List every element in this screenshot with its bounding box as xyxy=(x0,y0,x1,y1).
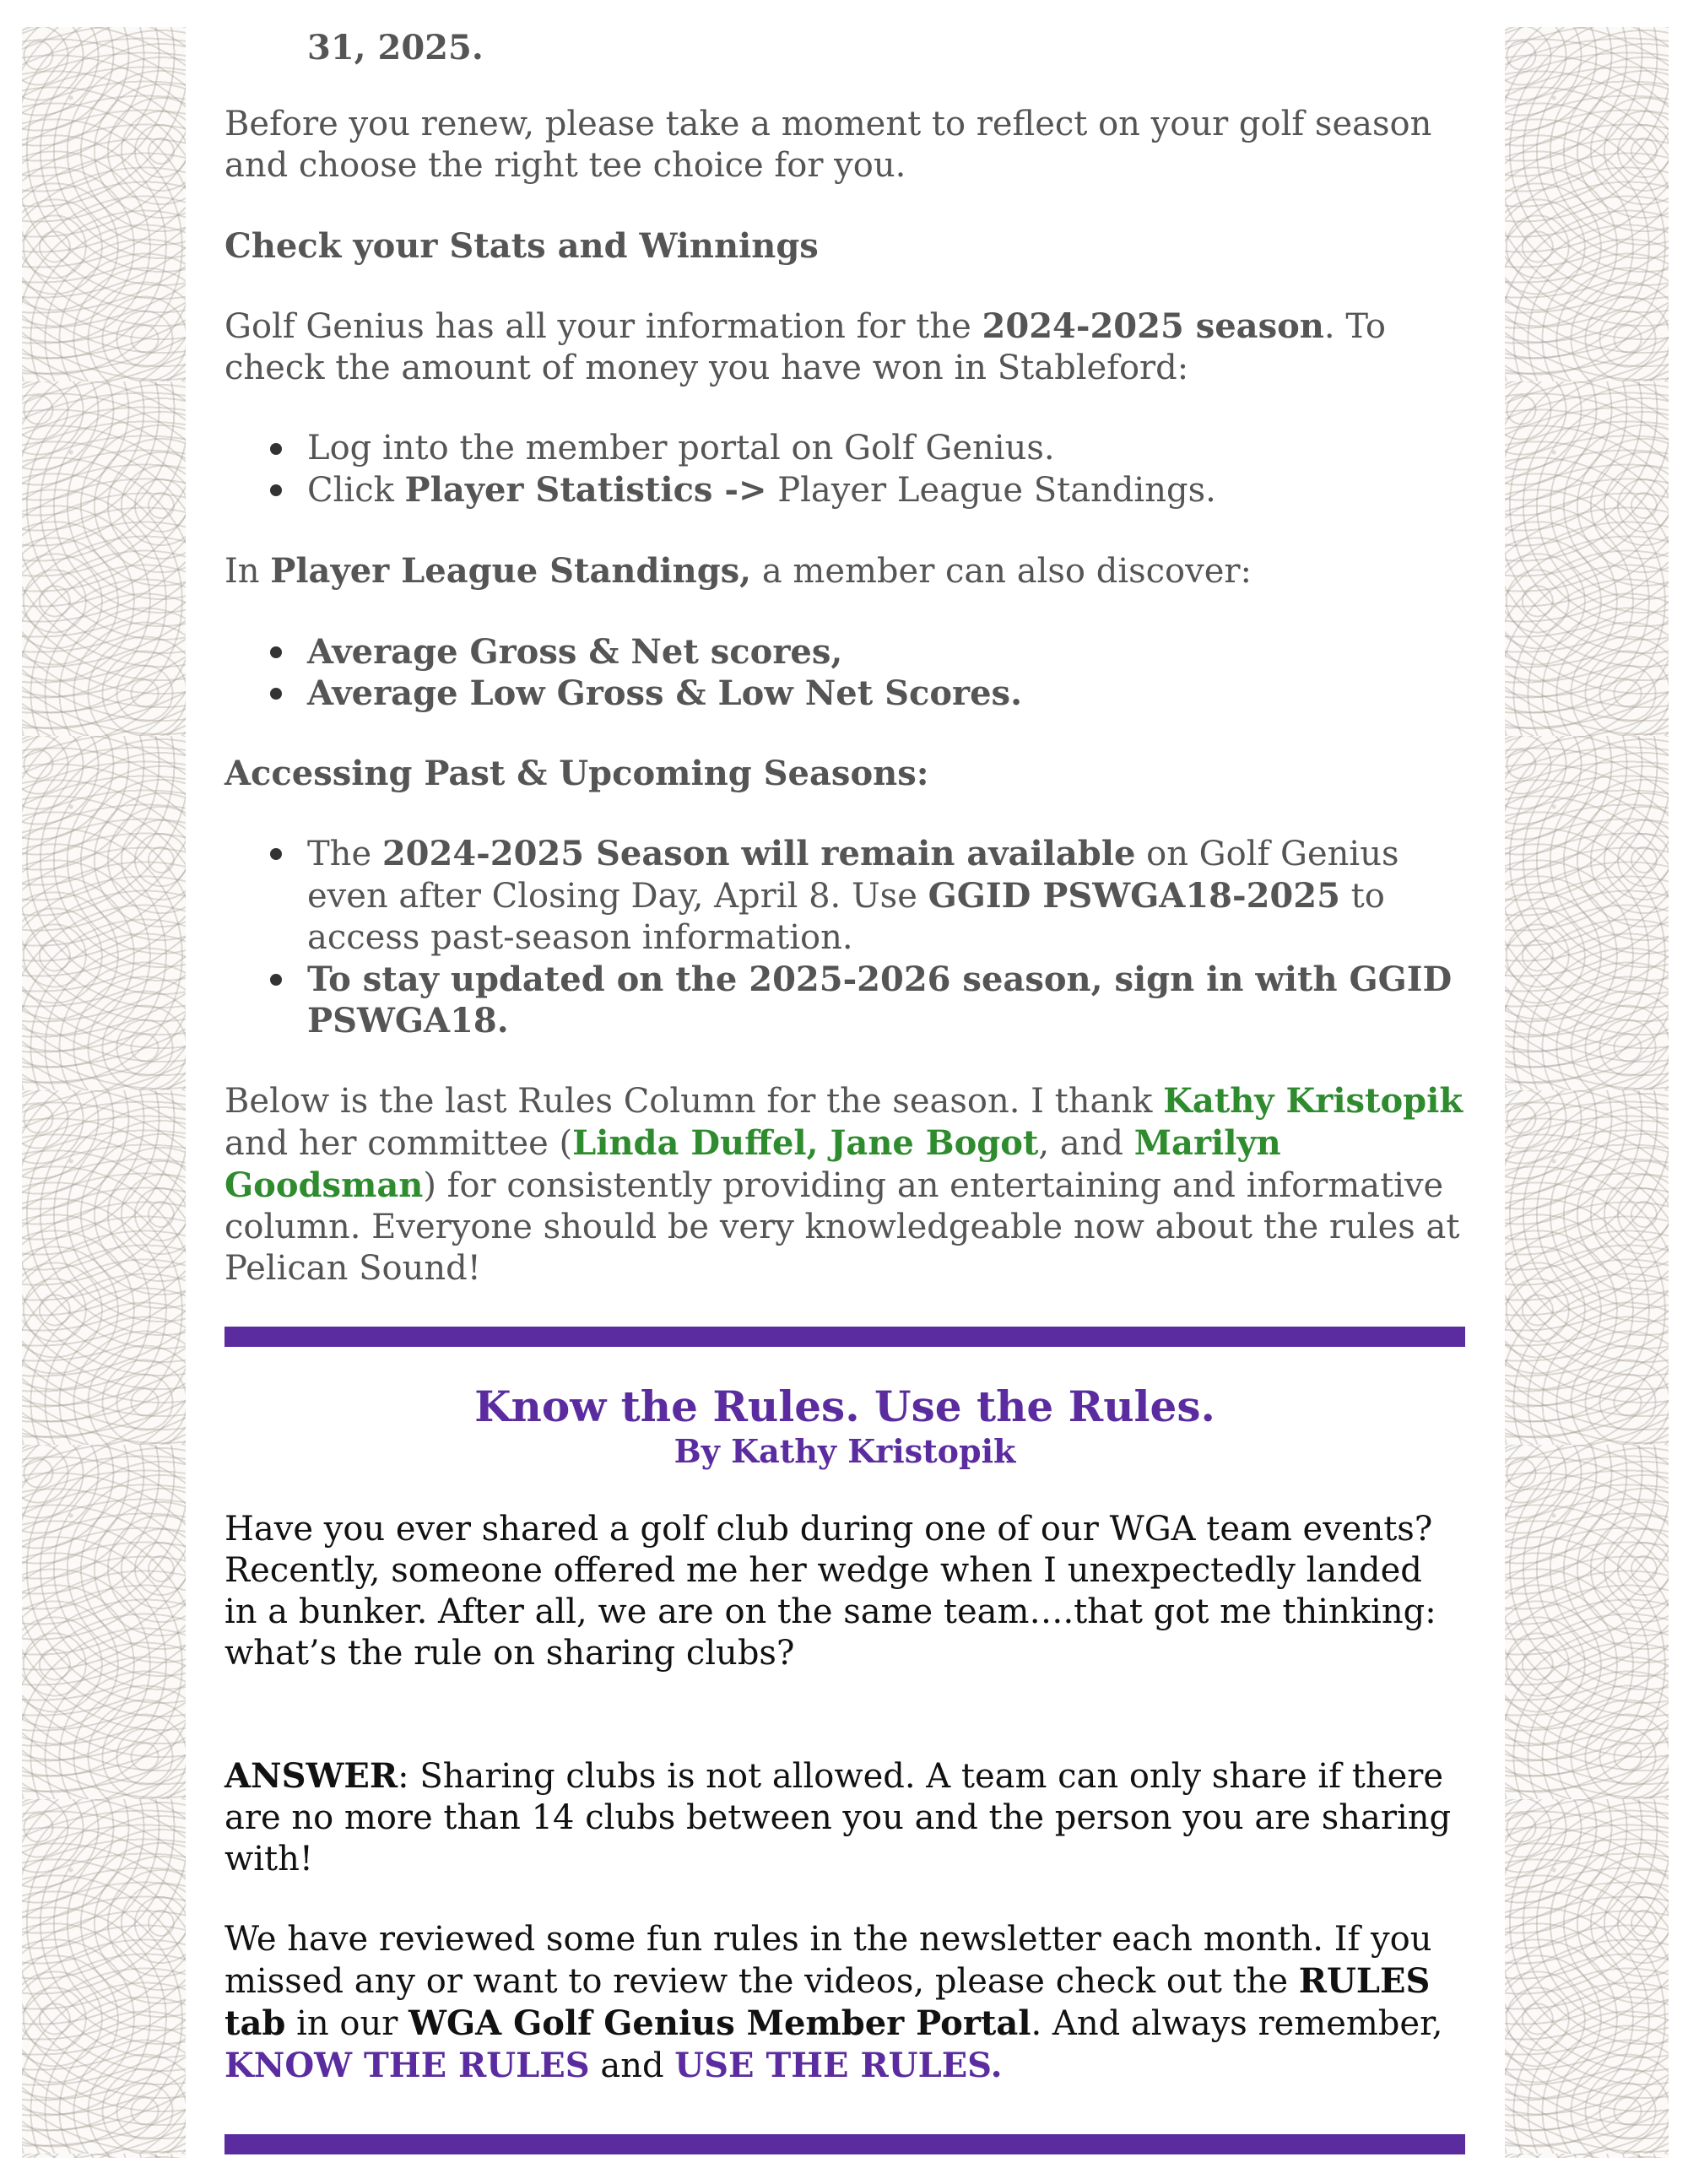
list-item: Average Gross & Net scores, xyxy=(307,631,1465,673)
left-floral-border xyxy=(22,27,186,2158)
seasons-heading: Accessing Past & Upcoming Seasons: xyxy=(225,754,929,793)
name-link: Linda Duffel, Jane Bogot xyxy=(572,1123,1039,1163)
rules-question: Have you ever shared a golf club during one of our WGA team events? Recently, someone offered me her wedge when I unexpectedly landed in a bunker. After all, we are on the same team….that got me thinking: what’s the rule on sharing clubs? xyxy=(225,1510,1436,1673)
rules-title: Know the Rules. Use the Rules. xyxy=(474,1381,1215,1431)
rules-byline: By Kathy Kristopik xyxy=(674,1432,1016,1470)
list-item: To stay updated on the 2025-2026 season, sign in with GGID PSWGA18. xyxy=(307,959,1465,1041)
list-item: Log into the member portal on Golf Genius. xyxy=(307,428,1465,469)
section-divider-top xyxy=(225,1327,1465,1347)
section-divider-bottom xyxy=(225,2134,1465,2154)
newsletter-content xyxy=(225,27,1465,2154)
stats-steps-list xyxy=(225,428,1465,511)
list-item: Click Player Statistics -> Player League Standings. xyxy=(307,469,1465,511)
name-link: Marilyn Goodsman xyxy=(225,1123,1281,1205)
stats-paragraph: Golf Genius has all your information for the 2024-2025 season. To check the amount of money you have won in Stableford: xyxy=(225,306,1386,387)
name-link: Kathy Kristopik xyxy=(1163,1081,1463,1121)
standings-intro: In Player League Standings, a member can also discover: xyxy=(225,551,1252,591)
right-floral-border xyxy=(1505,27,1669,2158)
date-tail: 31, 2025. xyxy=(307,28,484,68)
know-rules-link: KNOW THE RULES xyxy=(225,2046,590,2085)
renew-paragraph: Before you renew, please take a moment to reflect on your golf season and choose the right tee choice for you. xyxy=(225,105,1432,185)
list-item: Average Low Gross & Low Net Scores. xyxy=(307,673,1465,714)
standings-list xyxy=(225,631,1465,714)
rules-review: We have reviewed some fun rules in the newsletter each month. If you missed any or want to review the videos, please check out the RULES tab in our WGA Golf Genius Member Portal. And always remember, KNOW THE RULES and USE THE RULES. xyxy=(225,1920,1443,2085)
list-item: The 2024-2025 Season will remain available on Golf Genius even after Closing Day, April 8. Use GGID PSWGA18-2025 to access past-season information. xyxy=(307,833,1465,959)
rules-answer: ANSWER: Sharing clubs is not allowed. A team can only share if there are no more than 14 clubs between you and the person you are sharing with! xyxy=(225,1756,1452,1879)
season-label: 2024-2025 season xyxy=(982,306,1324,346)
thanks-paragraph: Below is the last Rules Column for the season. I thank Kathy Kristopik and her committee (Linda Duffel, Jane Bogot, and Marilyn Goodsman) for consistently providing an entertaining and informative column. Everyone should be very knowledgeable now about the rules at Pelican Sound! xyxy=(225,1081,1463,1288)
seasons-list xyxy=(225,833,1465,1041)
stats-heading: Check your Stats and Winnings xyxy=(225,226,819,266)
use-rules-link: USE THE RULES. xyxy=(674,2046,1003,2085)
